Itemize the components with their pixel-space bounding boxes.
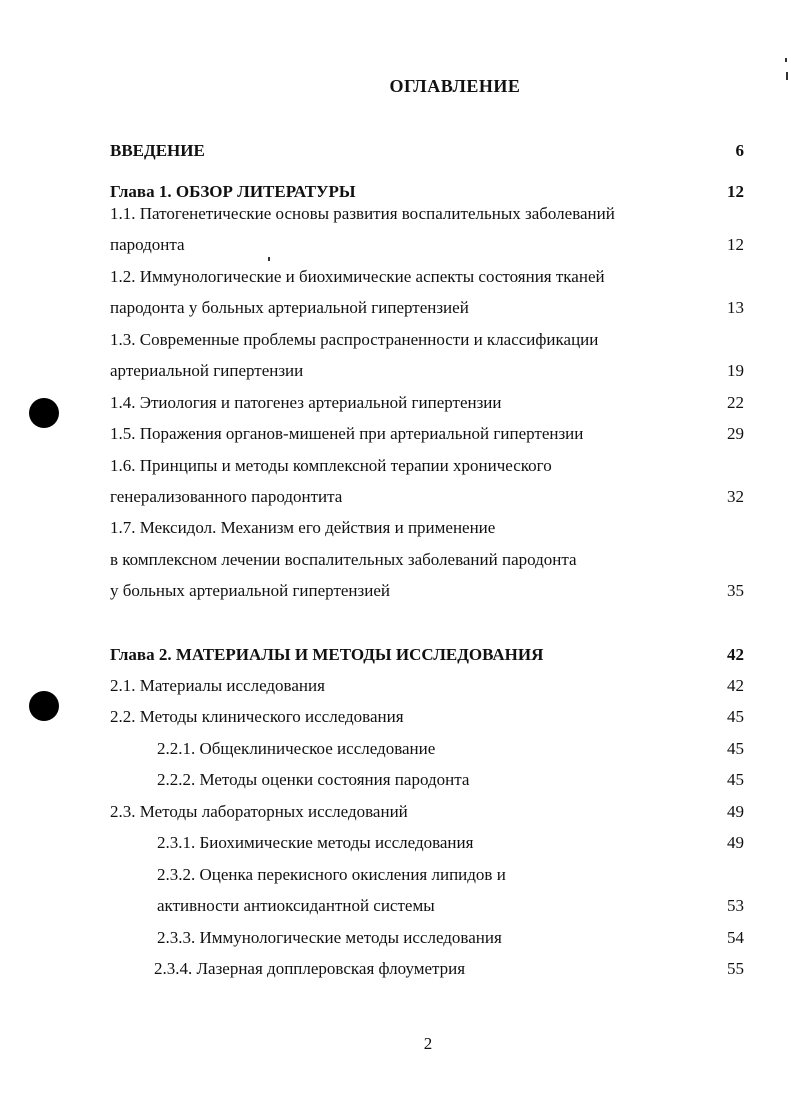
toc-entry-1-1 bbox=[110, 202, 750, 226]
toc-entry-2-3 bbox=[110, 800, 750, 824]
page-number: 2 bbox=[423, 1034, 433, 1053]
toc-entry-1-6-cont bbox=[110, 485, 750, 509]
toc-entry-page: 19 bbox=[727, 361, 744, 380]
toc-entry-2-3-2 bbox=[157, 863, 750, 887]
toc-entry-introduction bbox=[110, 139, 750, 163]
toc-entry-page: 45 bbox=[727, 739, 744, 758]
toc-entry-1-3-cont bbox=[110, 359, 750, 383]
toc-entry-1-2 bbox=[110, 265, 750, 289]
toc-entry-text: 2.3. Методы лабораторных исследований bbox=[110, 802, 408, 821]
toc-entry-2-3-1 bbox=[157, 831, 750, 855]
toc-entry-page: 45 bbox=[727, 707, 744, 726]
toc-entry-page: 42 bbox=[727, 645, 744, 664]
toc-entry-text: 2.1. Материалы исследования bbox=[110, 676, 325, 695]
toc-entry-text: в комплексном лечении воспалительных заболеваний пародонта bbox=[110, 550, 577, 569]
toc-entry-text: пародонта bbox=[110, 235, 185, 254]
toc-entry-text: артериальной гипертензии bbox=[110, 361, 304, 380]
toc-entry-text: 1.5. Поражения органов-мишеней при артериальной гипертензии bbox=[110, 424, 584, 443]
toc-entry-chapter-2 bbox=[110, 643, 750, 667]
toc-entry-text: 1.2. Иммунологические и биохимические аспекты состояния тканей bbox=[110, 267, 605, 286]
toc-entry-2-2-1 bbox=[157, 737, 750, 761]
toc-entry-2-3-2-cont bbox=[157, 894, 750, 918]
punch-hole-artifact bbox=[29, 398, 59, 428]
scan-speck bbox=[785, 58, 787, 62]
toc-entry-text: у больных артериальной гипертензией bbox=[110, 581, 390, 600]
toc-entry-1-5 bbox=[110, 422, 750, 446]
toc-entry-text: 1.4. Этиология и патогенез артериальной гипертензии bbox=[110, 393, 502, 412]
toc-entry-page: 49 bbox=[727, 802, 744, 821]
toc-entry-1-1-cont bbox=[110, 233, 750, 257]
toc-entry-page: 12 bbox=[727, 182, 744, 201]
toc-entry-page: 42 bbox=[727, 676, 744, 695]
toc-entry-page: 53 bbox=[727, 896, 744, 915]
toc-title: ОГЛАВЛЕНИЕ bbox=[389, 76, 521, 96]
toc-entry-text: 2.2.1. Общеклиническое исследование bbox=[157, 739, 436, 758]
toc-entry-2-3-3 bbox=[157, 926, 750, 950]
toc-entry-text: пародонта у больных артериальной гипертензией bbox=[110, 298, 469, 317]
toc-entry-page: 35 bbox=[727, 581, 744, 600]
toc-entry-text: 2.2. Методы клинического исследования bbox=[110, 707, 404, 726]
toc-entry-text: 1.3. Современные проблемы распространенности и классификации bbox=[110, 330, 599, 349]
toc-entry-chapter-1 bbox=[110, 180, 750, 204]
toc-entry-text: генерализованного пародонтита bbox=[110, 487, 343, 506]
toc-entry-text: 2.3.2. Оценка перекисного окисления липидов и bbox=[157, 865, 506, 884]
toc-entry-page: 29 bbox=[727, 424, 744, 443]
toc-entry-text: 1.1. Патогенетические основы развития воспалительных заболеваний bbox=[110, 204, 615, 223]
toc-entry-1-2-cont bbox=[110, 296, 750, 320]
toc-entry-page: 49 bbox=[727, 833, 744, 852]
toc-entry-1-7 bbox=[110, 516, 750, 540]
toc-entry-page: 13 bbox=[727, 298, 744, 317]
toc-entry-2-3-4 bbox=[154, 957, 750, 981]
toc-entry-text: Глава 2. МАТЕРИАЛЫ И МЕТОДЫ ИССЛЕДОВАНИЯ bbox=[110, 645, 544, 664]
toc-entry-page: 54 bbox=[727, 928, 744, 947]
toc-entry-page: 55 bbox=[727, 959, 744, 978]
toc-entry-text: 1.6. Принципы и методы комплексной терапии хронического bbox=[110, 456, 552, 475]
toc-entry-1-4 bbox=[110, 391, 750, 415]
toc-entry-text: 2.3.1. Биохимические методы исследования bbox=[157, 833, 474, 852]
toc-entry-page: 22 bbox=[727, 393, 744, 412]
scan-speck bbox=[786, 72, 788, 80]
toc-entry-text: 1.7. Мексидол. Механизм его действия и применение bbox=[110, 518, 496, 537]
toc-entry-page: 12 bbox=[727, 235, 744, 254]
toc-entry-text: ВВЕДЕНИЕ bbox=[110, 141, 205, 160]
toc-entry-page: 32 bbox=[727, 487, 744, 506]
toc-entry-text: 2.3.3. Иммунологические методы исследования bbox=[157, 928, 502, 947]
toc-entry-2-1 bbox=[110, 674, 750, 698]
toc-entry-1-3 bbox=[110, 328, 750, 352]
punch-hole-artifact bbox=[29, 691, 59, 721]
toc-entry-text: Глава 1. ОБЗОР ЛИТЕРАТУРЫ bbox=[110, 182, 356, 201]
toc-entry-text: 2.3.4. Лазерная допплеровская флоуметрия bbox=[154, 959, 466, 978]
toc-entry-1-6 bbox=[110, 454, 750, 478]
toc-entry-text: 2.2.2. Методы оценки состояния пародонта bbox=[157, 770, 470, 789]
toc-entry-page: 45 bbox=[727, 770, 744, 789]
toc-entry-page: 6 bbox=[735, 141, 744, 160]
toc-entry-1-7-cont2 bbox=[110, 579, 750, 603]
toc-entry-1-7-cont bbox=[110, 548, 750, 572]
scan-speck bbox=[268, 257, 270, 261]
toc-entry-2-2-2 bbox=[157, 768, 750, 792]
toc-entry-text: активности антиоксидантной системы bbox=[157, 896, 435, 915]
toc-entry-2-2 bbox=[110, 705, 750, 729]
